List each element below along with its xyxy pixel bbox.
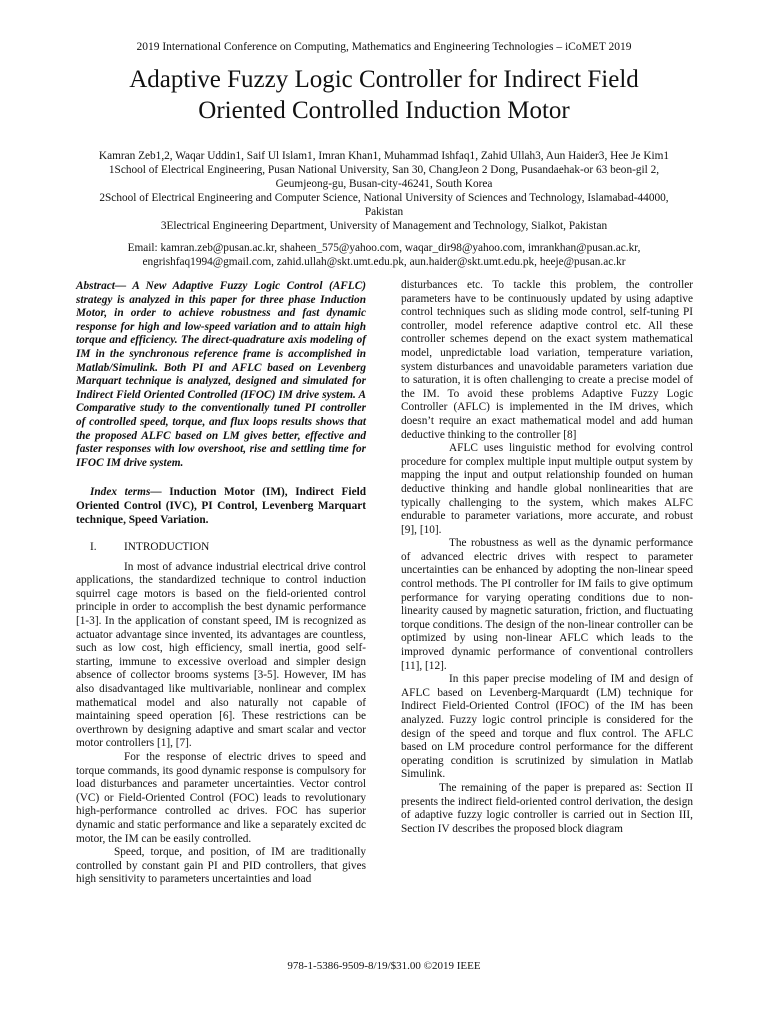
right-paragraph-5: The remaining of the paper is prepared as: Section II presents the indirect field-oriented control derivation, the design of adaptive fuzzy logic controller is carried out in Section III, Section IV describes the proposed block diagram [401, 781, 693, 835]
right-paragraph-2: AFLC uses linguistic method for evolving control procedure for complex multiple input multiple output system by mapping the input and output relationship founded on human deductive thinking and handle global nonlinearities that are typically challenging to the system, which makes ALFC endurable to parameter variations, more accurate, and robust [9], [10]. [401, 442, 693, 536]
conference-header: 2019 International Conference on Computing, Mathematics and Engineering Technologies – iCoMET 2019 [136, 41, 632, 53]
index-terms-lead: Index terms— [90, 486, 162, 499]
title-line-2: Oriented Controlled Induction Motor [198, 97, 570, 124]
right-paragraph-4: In this paper precise modeling of IM and design of AFLC based on Levenberg-Marquardt (LM) technique for Indirect Field-Oriented Control (IFOC) of the IM has been analyzed. Fuzzy logic control principle is considered for the design of the speed and torque and flux control. The AFLC based on LM procedure control performance for the different operating condition is scrutinized by simulation in Matlab Simulink. [401, 673, 693, 781]
index-terms [76, 486, 366, 527]
affiliation-1a: 1School of Electrical Engineering, Pusan National University, San 30, ChangJeon 2 Dong, Pusandaehak-or 63 beon-gil 2, [108, 164, 660, 176]
abstract-text: A New Adaptive Fuzzy Logic Control (AFLC) strategy is analyzed in this paper for three phase Induction Motor, in order to achieve robustness and fast dynamic response for high and low-speed variation and to attain high torque and efficiency. The direct-quadrature axis modeling of IM in the synchronous reference frame is accomplished in Matlab/Simulink. Both PI and AFLC based on Levenberg Marquart technique is analyzed, designed and simulated for Indirect Field Oriented Controlled (IFOC) IM drive system. A Comparative study to the conventionally tuned PI controller of controlled speed, torque, and flux loops results shows that the proposed ALFC based on LM gives better, effective and faster responses with low overshoot, rise and settling time for IFOC IM drive system. [76, 280, 366, 469]
title-line-1: Adaptive Fuzzy Logic Controller for Indirect Field [129, 66, 639, 93]
affiliation-3: 3Electrical Engineering Department, University of Management and Technology, Sialkot, Pakistan [160, 220, 608, 232]
author-names: Kamran Zeb1,2, Waqar Uddin1, Saif Ul Islam1, Imran Khan1, Muhammad Ishfaq1, Zahid Ullah3, Aun Haider3, Hee Je Kim1 [98, 150, 670, 162]
email-line-2: engrishfaq1994@gmail.com, zahid.ullah@skt.umt.edu.pk, aun.haider@skt.umt.edu.pk, heeje@pusan.ac.kr [142, 256, 626, 268]
abstract [76, 280, 366, 470]
section-number: I. [90, 541, 97, 554]
section-heading-introduction [76, 541, 366, 555]
right-paragraph-1: disturbances etc. To tackle this problem, the controller parameters have to be continuously updated by using adaptive control techniques such as sliding mode control, self-tuning PI controller, model reference adaptive control etc. All these controller schemes depend on the exact system mathematical model, unpredictable load variation, temperature variation, system disturbances and unavoidable parameters variation due to saturation, it is often challenging to create a precise model of the IM. To avoid these problems Adaptive Fuzzy Logic Controller (AFLC) is implemented in the IM drives, which doesn’t require an exact mathematical model and add human deductive thinking to the controller [8] [401, 279, 693, 441]
copyright-footer: 978-1-5386-9509-8/19/$31.00 ©2019 IEEE [287, 960, 481, 972]
section-title: INTRODUCTION [124, 541, 210, 554]
intro-paragraph-2: For the response of electric drives to speed and torque commands, its good dynamic response is compulsory for load disturbances and parameter uncertainties. Vector control (VC) or Field-Oriented Control (FOC) leads to revolutionary high-performance controlled ac drives. FOC has superior dynamic and static performance and like a separately excited dc motor, the IM can be easily controlled. [76, 751, 366, 845]
intro-paragraph-3: Speed, torque, and position, of IM are traditionally controlled by constant gain PI and PID controllers, that gives high sensitivity to parameters uncertainties and load [76, 846, 366, 886]
affiliation-2b: Pakistan [364, 206, 404, 218]
email-block [40, 241, 728, 269]
abstract-lead: Abstract— [76, 280, 127, 292]
affiliation-1b: Geumjeong-gu, Busan-city-46241, South Korea [275, 178, 493, 190]
right-column [401, 279, 693, 836]
affiliation-2a: 2School of Electrical Engineering and Computer Science, National University of Sciences and Technology, Islamabad-44000, [99, 192, 669, 204]
paper-title [40, 64, 728, 126]
left-column [76, 280, 366, 887]
author-block [40, 149, 728, 233]
intro-paragraph-1: In most of advance industrial electrical drive control applications, the standardized technique to control induction squirrel cage motors is based on the field-oriented control principle in order to accomplish the best dynamic performance [1-3]. In the application of constant speed, IM is recognized as actuator advantage since invented, its advantages are countless, such as low cost, high efficiency, small inertia, good self-starting, immune to excessive overload and simpler design absence of collector brooms systems [3-5]. However, IM has also disadvantaged like multivariable, nonlinear and complex mathematical model and also naturally not capable of maintaining speed operation [6]. These restrictions can be overthrown by designing adaptive and smart scalar and vector motor controllers [1], [7]. [76, 560, 366, 750]
right-paragraph-3: The robustness as well as the dynamic performance of advanced electric drives with respect to parameter uncertainties can be enhanced by adopting the non-linear speed control methods. The PI controller for IM fails to give optimum performance for varying operating conditions due to non-linearity caused by magnetic saturation, friction, and fluctuating torque conditions. The design of the non-linear controller can be optimized by using non-linear AFLC which leads to the improved dynamic performance of conventional controllers [11], [12]. [401, 537, 693, 672]
index-terms-text: Induction Motor (IM), Indirect Field Oriented Control (IVC), PI Control, Levenberg Marquart technique, Speed Variation. [76, 486, 367, 526]
email-line-1: Email: kamran.zeb@pusan.ac.kr, shaheen_575@yahoo.com, waqar_dir98@yahoo.com, imrankhan@pusan.ac.kr, [127, 242, 641, 254]
